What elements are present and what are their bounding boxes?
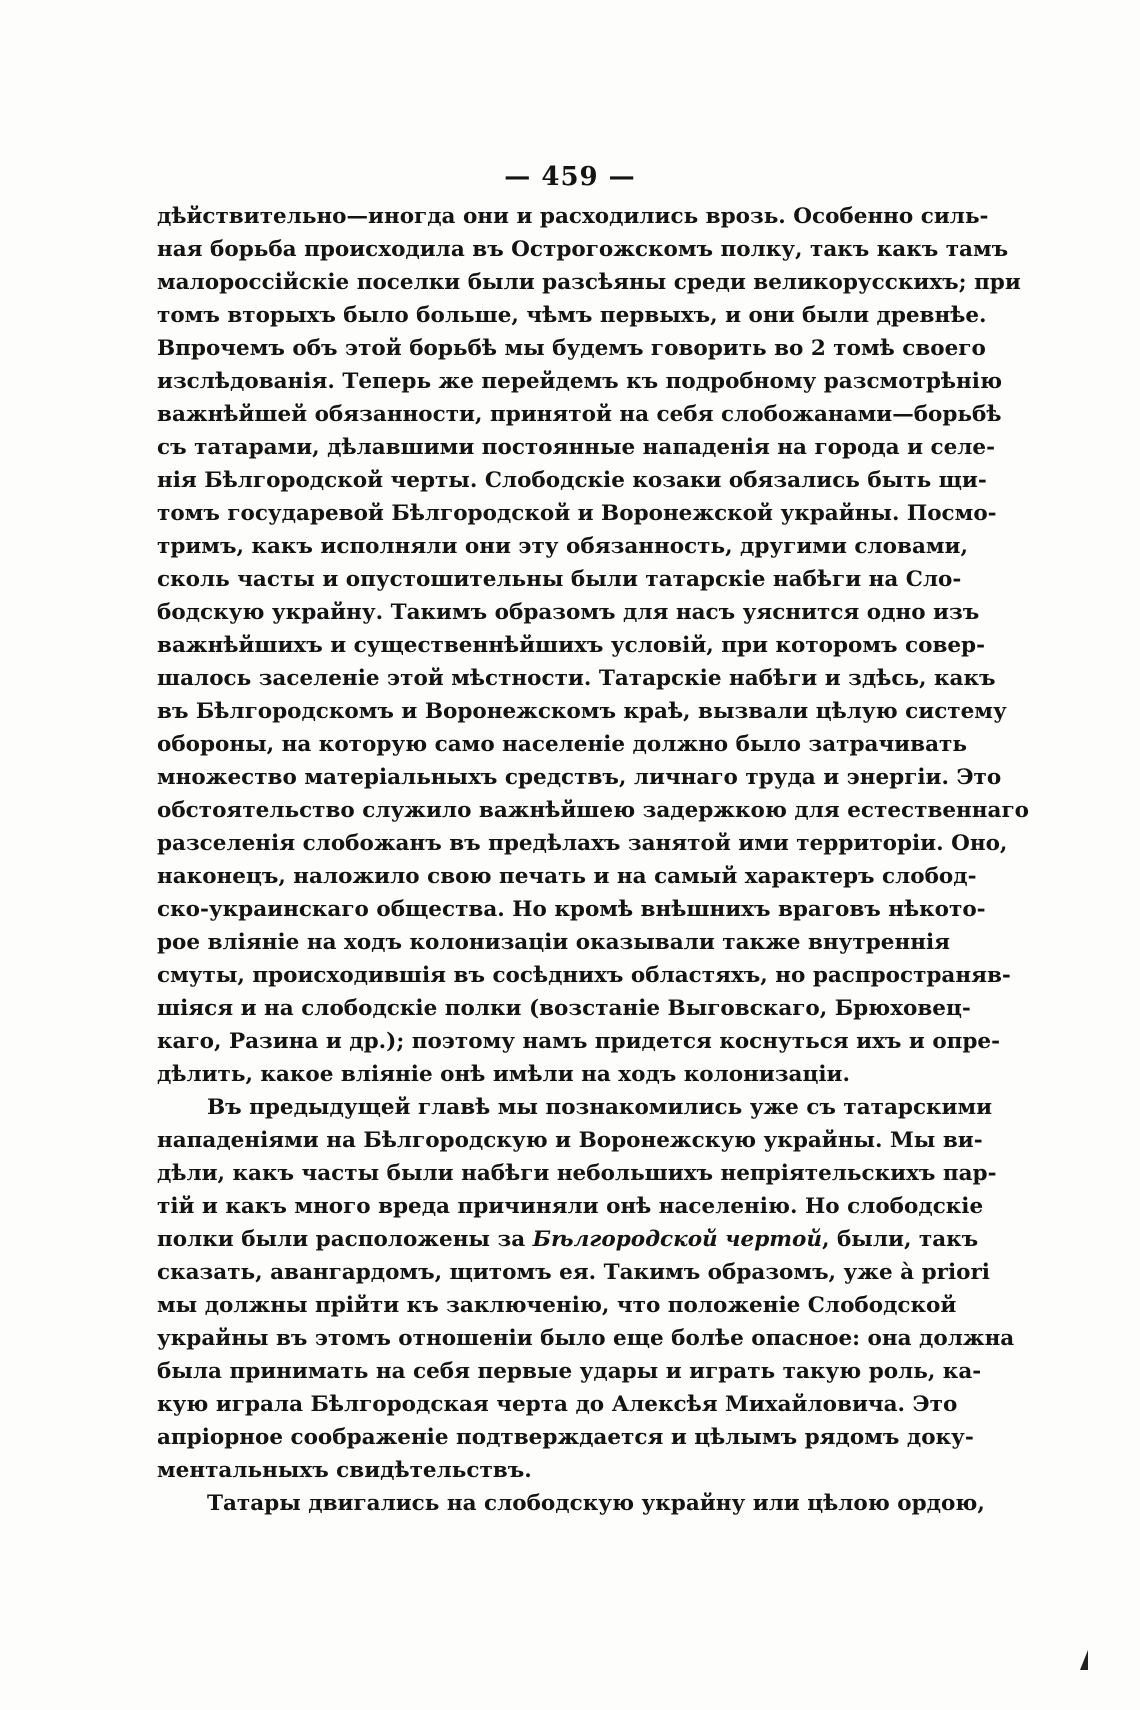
text-line: шіяся и на слободскіе полки (возстаніе Выговскаго, Брюховец- [157, 996, 971, 1021]
text-line: ментальныхъ свидѣтельствъ. [157, 1458, 532, 1483]
italic-term: Бѣлгородской чертой [532, 1227, 822, 1252]
scan-edge-mark [1080, 1650, 1088, 1670]
text-line: каго, Разина и др.); поэтому намъ придется коснуться ихъ и опре- [157, 1029, 1001, 1054]
text-line: дѣлить, какое вліяніе онѣ имѣли на ходъ колонизаціи. [157, 1062, 850, 1087]
text-line: томъ государевой Бѣлгородской и Воронежской украйны. Посмо- [157, 501, 997, 526]
text-line: важнѣйшей обязанности, принятой на себя слобожанами—борьбѣ [157, 402, 1002, 427]
text-line: кую играла Бѣлгородская черта до Алексѣя Михайловича. Это [157, 1392, 958, 1417]
text-line: Татары двигались на слободскую украйну или цѣлою ордою, [207, 1491, 985, 1516]
text-line: дѣли, какъ часты были набѣги небольшихъ непріятельскихъ пар- [157, 1161, 997, 1186]
page-number: — 459 — [504, 162, 636, 192]
text-line: нападеніями на Бѣлгородскую и Воронежскую украйны. Мы ви- [157, 1128, 983, 1153]
text-line: шалось заселеніе этой мѣстности. Татарскіе набѣги и здѣсь, какъ [157, 666, 996, 691]
text-line: смуты, происходившія въ сосѣднихъ областяхъ, но распространяв- [157, 963, 1011, 988]
text-line: сколь часты и опустошительны были татарскіе набѣги на Сло- [157, 567, 962, 592]
text-line: малороссійскіе поселки были разсѣяны среди великорусскихъ; при [157, 270, 1021, 295]
text-line: разселенія слобожанъ въ предѣлахъ занятой ими территоріи. Оно, [157, 831, 1008, 856]
text-line: Въ предыдущей главѣ мы познакомились уже съ татарскими [207, 1095, 993, 1120]
text-segment: полки были расположены за [157, 1227, 533, 1252]
text-line: множество матеріальныхъ средствъ, личнаго труда и энергіи. Это [157, 765, 1002, 790]
text-line: Впрочемъ объ этой борьбѣ мы будемъ говорить во 2 томѣ своего [157, 336, 986, 361]
paragraph-1 [157, 200, 1029, 1091]
text-line: обстоятельство служило важнѣйшею задержкою для естественнаго [157, 798, 1029, 823]
text-segment: , были, такъ [821, 1227, 979, 1252]
text-line: ско-украинскаго общества. Но кромѣ внѣшнихъ враговъ нѣкото- [157, 897, 986, 922]
text-line: дѣйствительно—иногда они и расходились врозь. Особенно силь- [157, 204, 989, 229]
text-line: изслѣдованія. Теперь же перейдемъ къ подробному разсмотрѣнію [157, 369, 1002, 394]
text-line: въ Бѣлгородскомъ и Воронежскомъ краѣ, вызвали цѣлую систему [157, 699, 1007, 724]
text-line: бодскую украйну. Такимъ образомъ для насъ уяснится одно изъ [157, 600, 980, 625]
text-line: ная борьба происходила въ Острогожскомъ полку, такъ какъ тамъ [157, 237, 1009, 262]
paragraph-2 [157, 1091, 1015, 1487]
text-line: нія Бѣлгородской черты. Слободскіе козаки обязались быть щи- [157, 468, 987, 493]
paragraph-3 [157, 1487, 985, 1520]
text-line: мы должны прійти къ заключенію, что положеніе Слободской [157, 1293, 957, 1318]
text-line: съ татарами, дѣлавшими постоянные нападенія на города и селе- [157, 435, 996, 460]
text-line-with-italic [157, 1223, 979, 1256]
text-line: важнѣйшихъ и существеннѣйшихъ условій, при которомъ совер- [157, 633, 986, 658]
text-line: была принимать на себя первые удары и играть такую роль, ка- [157, 1359, 982, 1384]
text-line: тій и какъ много вреда причиняли онѣ населенію. Но слободскіе [157, 1194, 984, 1219]
text-line: рое вліяніе на ходъ колонизаціи оказывали также внутреннія [157, 930, 950, 955]
text-line: сказать, авангардомъ, щитомъ ея. Такимъ образомъ, уже à priori [157, 1260, 990, 1285]
text-line: обороны, на которую само населеніе должно было затрачивать [157, 732, 967, 757]
body-text [157, 200, 1029, 1520]
text-line: украйны въ этомъ отношеніи было еще болѣе опасное: она должна [157, 1326, 1015, 1351]
text-line: апріорное соображеніе подтверждается и цѣлымъ рядомъ доку- [157, 1425, 974, 1450]
text-line: наконецъ, наложило свою печать и на самый характеръ слобод- [157, 864, 977, 889]
text-line: томъ вторыхъ было больше, чѣмъ первыхъ, и они были древнѣе. [157, 303, 987, 328]
text-line: тримъ, какъ исполняли они эту обязанность, другими словами, [157, 534, 968, 559]
